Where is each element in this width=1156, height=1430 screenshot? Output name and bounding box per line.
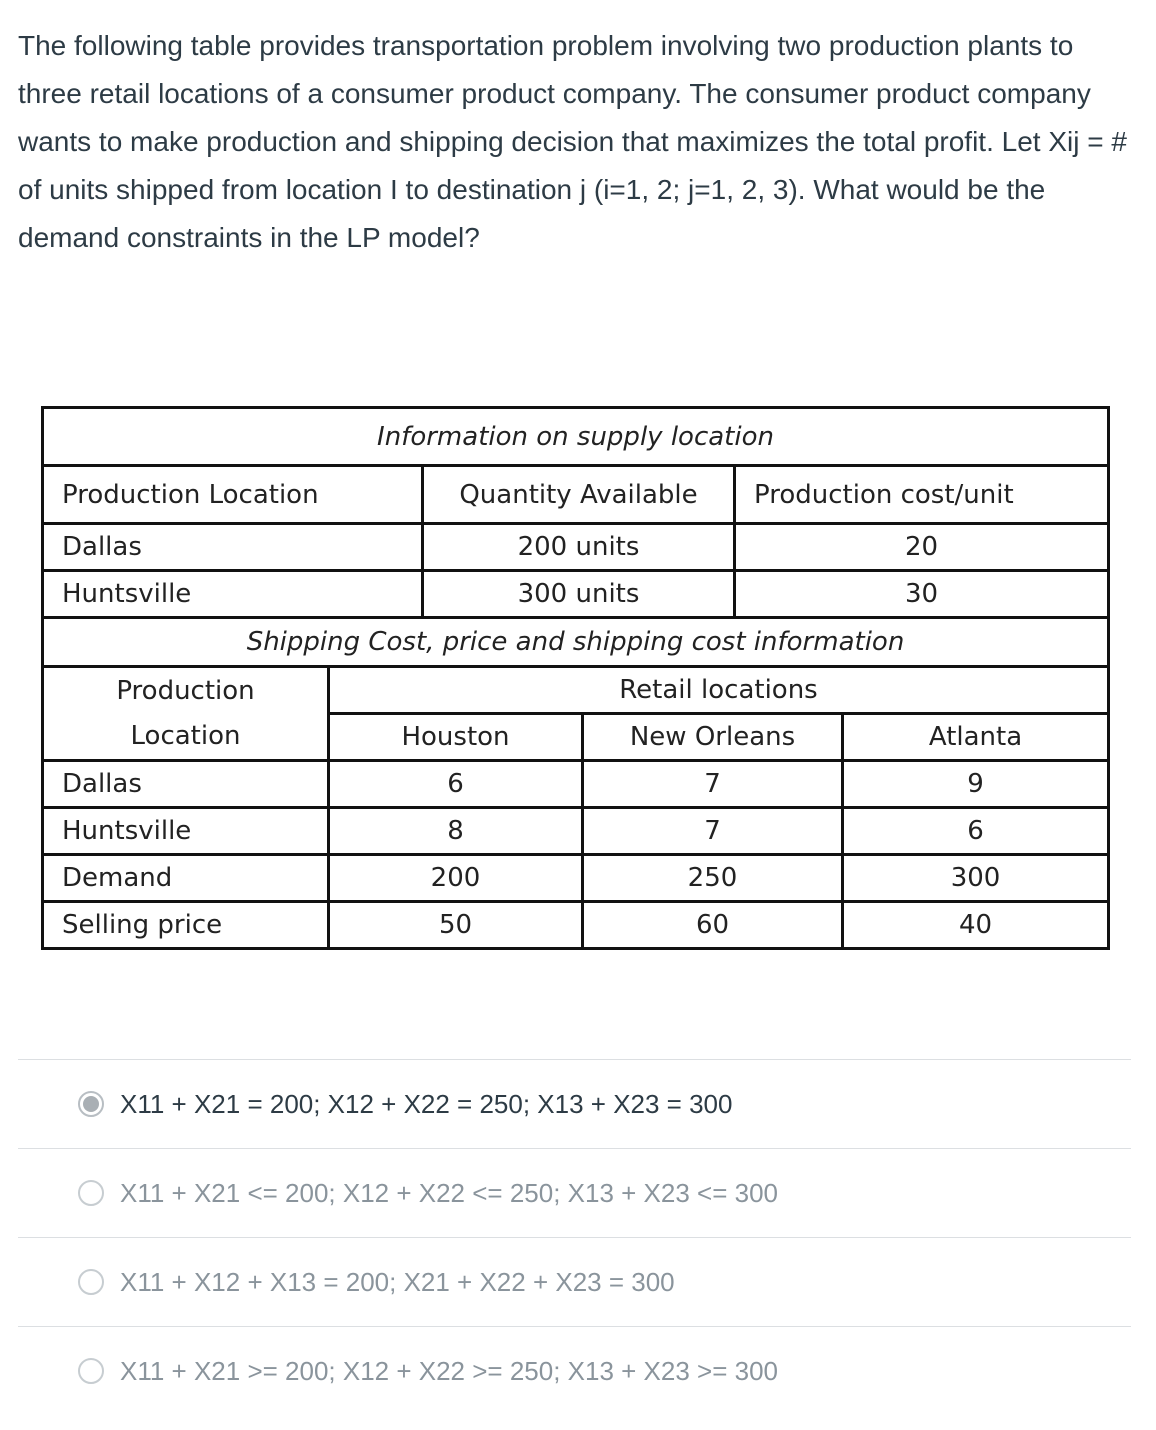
information-table-image <box>41 406 1107 950</box>
answer-label[interactable]: X11 + X21 <= 200; X12 + X22 <= 250; X13 + X23 <= 300 <box>120 1177 779 1208</box>
radio-icon[interactable] <box>78 1180 104 1206</box>
supply-header-quantity: Quantity Available <box>423 466 735 524</box>
shipping-table-title: Shipping Cost, price and shipping cost information <box>43 618 1109 667</box>
radio-icon[interactable] <box>78 1269 104 1295</box>
destination-houston: Houston <box>329 714 583 761</box>
answer-list <box>18 1059 1131 1415</box>
shipping-row-label: Huntsville <box>43 808 329 855</box>
shipping-cell: 50 <box>329 902 583 949</box>
answer-label[interactable]: X11 + X12 + X13 = 200; X21 + X22 + X23 = 300 <box>120 1266 675 1297</box>
question-text: The following table provides transportation problem involving two production plants to three retail locations of a consumer product company. The consumer product company wants to make production and shipping decision that maximizes the total profit. Let Xij = # of units shipped from location I to destination j (i=1, 2; j=1, 2, 3). What would be the demand constraints in the LP model? <box>18 30 1127 253</box>
shipping-row-label: Demand <box>43 855 329 902</box>
supply-cell-cost: 30 <box>735 571 1109 618</box>
shipping-row-label: Dallas <box>43 761 329 808</box>
shipping-cell: 250 <box>583 855 843 902</box>
shipping-header-production: Production <box>43 667 329 714</box>
shipping-cell: 200 <box>329 855 583 902</box>
shipping-cell: 6 <box>843 808 1109 855</box>
supply-cell-location: Dallas <box>43 524 423 571</box>
shipping-header-location: Location <box>43 714 329 761</box>
supply-cell-location: Huntsville <box>43 571 423 618</box>
supply-table-title: Information on supply location <box>43 408 1109 466</box>
destination-new-orleans: New Orleans <box>583 714 843 761</box>
radio-selected-icon[interactable] <box>78 1091 104 1117</box>
answer-label[interactable]: X11 + X21 = 200; X12 + X22 = 250; X13 + X23 = 300 <box>120 1088 733 1119</box>
answer-option-3[interactable] <box>18 1238 1131 1327</box>
supply-cell-cost: 20 <box>735 524 1109 571</box>
supply-cell-quantity: 200 units <box>423 524 735 571</box>
answer-option-4[interactable] <box>18 1327 1131 1415</box>
shipping-cell: 60 <box>583 902 843 949</box>
answer-option-2[interactable] <box>18 1149 1131 1238</box>
shipping-cell: 7 <box>583 808 843 855</box>
shipping-cell: 6 <box>329 761 583 808</box>
answer-option-1[interactable] <box>18 1060 1131 1149</box>
shipping-cell: 300 <box>843 855 1109 902</box>
supply-header-cost: Production cost/unit <box>735 466 1109 524</box>
supply-cell-quantity: 300 units <box>423 571 735 618</box>
information-table <box>41 406 1110 950</box>
radio-icon[interactable] <box>78 1358 104 1384</box>
shipping-header-retail: Retail locations <box>329 667 1109 714</box>
shipping-cell: 9 <box>843 761 1109 808</box>
shipping-row-label: Selling price <box>43 902 329 949</box>
shipping-cell: 7 <box>583 761 843 808</box>
supply-header-location: Production Location <box>43 466 423 524</box>
shipping-cell: 40 <box>843 902 1109 949</box>
shipping-cell: 8 <box>329 808 583 855</box>
destination-atlanta: Atlanta <box>843 714 1109 761</box>
answer-label[interactable]: X11 + X21 >= 200; X12 + X22 >= 250; X13 + X23 >= 300 <box>120 1355 779 1386</box>
